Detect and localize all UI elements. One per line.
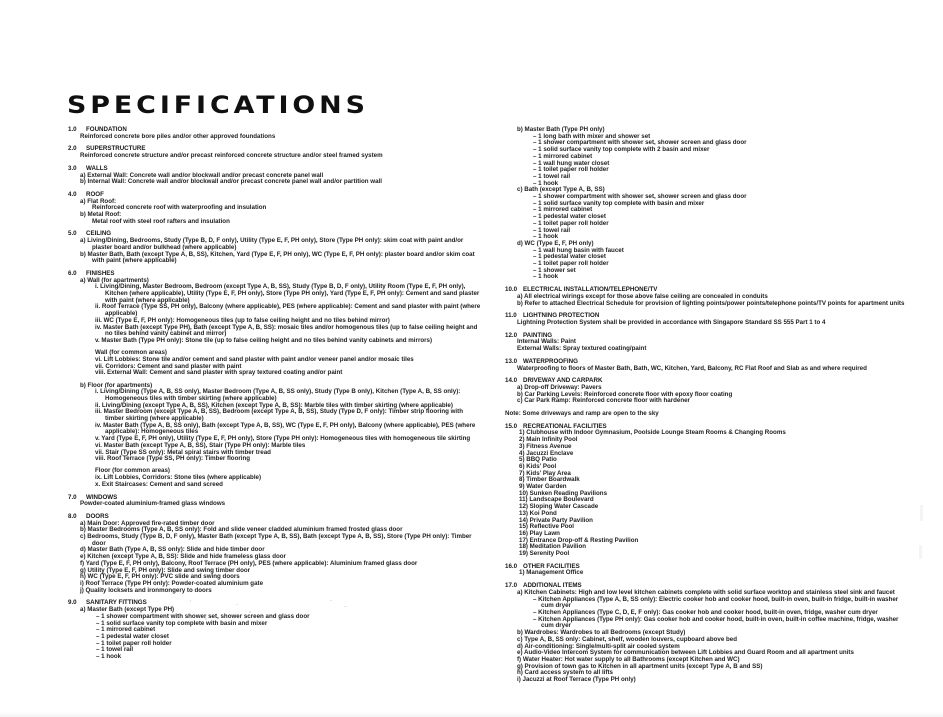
spec-line: e) Kitchen (except Type A, B, SS): Slide and hide frameless glass door (80, 553, 286, 561)
section-number: 4.0 (68, 190, 77, 198)
spec-section (505, 127, 907, 281)
spec-line: 10) Sunken Reading Pavilions (519, 489, 608, 497)
spec-line: a) Main Door: Approved fire-rated timber door (80, 519, 215, 527)
section-number: 1.0 (68, 126, 77, 133)
section-title: CEILING (86, 230, 112, 238)
spec-line: 19) Serenity Pool (519, 550, 570, 558)
scan-smudge (920, 505, 923, 521)
spec-line: 8) Timber Boardwalk (519, 476, 580, 484)
section-title: FOUNDATION (86, 126, 127, 133)
spec-line: a) External Wall: Concrete wall and/or blockwall and/or precast concrete panel wall (80, 171, 324, 179)
section-number: 17.0 (505, 582, 518, 590)
spec-line: v. Master Bath (Type PH only): Stone tile (up to false ceiling height and no tiles behind vanity cabinets and mirrors) (95, 336, 433, 344)
section-title: WALLS (86, 164, 108, 172)
spec-line: viii. Roof Terrace (Type SS, PH only): Timber flooring (95, 455, 251, 463)
spec-line: 7) Kids' Play Area (519, 469, 571, 477)
section-title: WATERPROOFING (523, 357, 578, 365)
spec-line: d) WC (Type E, F, PH only) (517, 239, 594, 247)
spec-line: iv. Master Bath (Type A, B, SS only), Bath (except Type A, B, SS), WC (Type E, F, PH only), Balcony (where applicable), PES (where applicable): Homogeneous tiles (95, 421, 476, 436)
section-number: 8.0 (68, 512, 77, 520)
spec-line: 11) Landscape Boulevard (519, 496, 594, 504)
section-title: DOORS (86, 512, 109, 520)
scan-noise (249, 611, 251, 613)
section-title: DRIVEWAY AND CARPARK (523, 377, 603, 385)
section-number: 14.0 (505, 377, 518, 385)
spec-line: – 1 hook (533, 233, 559, 241)
spec-line: a) All electrical wirings except for those above false ceiling are concealed in conduits (517, 292, 768, 300)
spec-line: – Kitchen Appliances (Type A, B, SS only): Electric cooker hob and cooker hood, built-in oven, built-in fridge, built-in washer cum dryer (533, 595, 899, 610)
spec-line: e) Audio-Video Intercom System for communication between Lift Lobbies and Guard Room and all apartment units (517, 649, 854, 657)
spec-line: – 1 mirrored cabinet (96, 626, 156, 634)
spec-line: – 1 hook (533, 179, 559, 187)
spec-line: a) Living/Dining, Bedrooms, Study (Type B, D, F only), Utility (Type E, F, PH only), Store (Type PH only): skim coat with paint and/or plaster board and/or bulkhead (where applicable) (80, 237, 464, 251)
spec-line: 3) Fitness Avenue (519, 442, 572, 450)
spec-line: – 1 shower set (533, 266, 576, 274)
spec-line: f) Yard (Type E, F, PH only), Balcony, Roof Terrace (PH only), PES (where applicable): Aluminium framed glass door (80, 559, 418, 567)
spec-line: iv. Master Bath (except Type PH), Bath (except Type A, B, SS): mosaic tiles and/or homogenous tiles (up to false ceiling height and no tiles behind vanity cabinet and mirror) (95, 323, 478, 338)
spec-line: – 1 solid surface vanity top complete with basin and mixer (533, 199, 705, 207)
spec-line: b) Wardrobes: Wardrobes to all Bedrooms (except Study) (517, 629, 686, 637)
spec-line: 14) Private Party Pavilion (519, 516, 593, 524)
section-number: 5.0 (68, 230, 77, 238)
spec-line: 1) Management Office (519, 569, 584, 577)
spec-section (68, 192, 482, 226)
spec-section (505, 583, 907, 684)
scan-noise (176, 614, 178, 615)
spec-line: – 1 towel rail (533, 172, 571, 180)
spec-line: vi. Master Bath (except Type A, B, SS), Stair (Type PH only): Marble tiles (95, 441, 306, 449)
spec-line: – 1 shower compartment with shower set, shower screen and glass door (533, 139, 747, 147)
spec-line: Wall (for common areas) (95, 349, 167, 357)
spec-line: c) Bath (except Type A, B, SS) (517, 186, 605, 194)
section-title: ROOF (86, 190, 104, 198)
spec-line: viii. External Wall: Cement and sand plaster with spray textured coating and/or paint (95, 369, 343, 377)
section-number: 15.0 (505, 422, 518, 430)
spec-section (505, 424, 907, 558)
scan-noise (330, 600, 332, 601)
spec-line: ix. Lift Lobbies, Corridors: Stone tiles (where applicable) (95, 474, 262, 482)
spec-section (68, 271, 482, 489)
spec-line: b) Master Bedrooms (Type A, B, SS only): Fold and slide veneer cladded aluminium framed frosted glass door (80, 526, 403, 534)
spec-line: g) Utility (Type E, F, PH only): Slide and swing timber door (80, 566, 251, 574)
spec-line: External Walls: Spray textured coating/paint (517, 345, 647, 353)
spec-section (68, 127, 482, 140)
spec-line: vii. Stair (Type SS only): Metal spiral stairs with timber tread (95, 448, 271, 456)
spec-line: x. Exit Staircases: Cement and sand screed (95, 480, 223, 488)
spec-line: – 1 mirrored cabinet (533, 152, 593, 160)
spec-line: g) Provision of town gas to Kitchen in all apartment units (except Type A, B and SS) (517, 662, 763, 670)
spec-line: ii. Roof Terrace (Type SS, PH only), Balcony (where applicable), PES (where applicable): Cement and sand plaster with paint (where applicable) (95, 303, 481, 318)
section-number: 10.0 (505, 286, 518, 294)
section-title: FINISHES (86, 269, 115, 277)
spec-section (505, 564, 907, 577)
spec-line: vi. Lift Lobbies: Stone tile and/or cement and sand plaster with paint and/or veneer panel and/or mosaic tiles (95, 355, 414, 363)
section-number: 3.0 (68, 164, 77, 172)
spec-line: c) Bedrooms, Study (Type B, D, F only), Master Bath (except Type A, B, SS), Bath (except Type A, B, SS), Store (Type PH only): Timber door (80, 533, 472, 547)
scan-noise (156, 622, 158, 623)
section-number: 6.0 (68, 269, 77, 277)
spec-section (68, 146, 482, 159)
section-title: SUPERSTRUCTURE (86, 145, 146, 153)
spec-line: a) Master Bath (except Type PH) (80, 606, 175, 614)
spec-line: a) Drop-off Driveway: Pavers (517, 383, 602, 391)
spec-line: 4) Jacuzzi Enclave (519, 449, 574, 457)
spec-line: Floor (for common areas) (95, 467, 170, 475)
spec-line: 6) Kids' Pool (519, 462, 557, 470)
spec-line: 13) Koi Pond (519, 509, 557, 517)
spec-line: – 1 wall hung basin with faucet (533, 246, 624, 254)
spec-section (505, 359, 907, 372)
spec-line: b) Refer to attached Electrical Schedule for provision of lighting points/power points/telephone points/TV points for apartment units (517, 299, 905, 307)
scan-edge-shadow (0, 712, 943, 717)
section-number: 2.0 (68, 145, 77, 153)
spec-line: b) Floor (for apartments) (80, 381, 153, 389)
spec-line: – 1 shower compartment with shower set, shower screen and glass door (533, 193, 747, 201)
spec-column-left (68, 127, 482, 667)
spec-line: 18) Meditation Pavilion (519, 543, 587, 551)
spec-line: – 1 long bath with mixer and shower set (533, 132, 651, 140)
spec-column-right (505, 127, 907, 690)
section-number: 7.0 (68, 493, 77, 501)
spec-line: a) Flat Roof: (80, 197, 117, 205)
spec-line: – 1 towel rail (96, 646, 134, 654)
spec-line: v. Yard (Type E, F, PH only), Utility (Type E, F, PH only), Store (Type PH only): Homogeneous tiles with homogeneous tile skirting (95, 435, 471, 443)
spec-line: – 1 mirrored cabinet (533, 206, 593, 214)
spec-line: – 1 pedestal water closet (96, 632, 169, 640)
section-title: ADDITIONAL ITEMS (523, 582, 582, 590)
scan-noise (344, 606, 347, 607)
spec-line: Metal roof with steel roof rafters and insulation (92, 217, 230, 225)
spec-line: f) Water Heater: Hot water supply to all Bathrooms (except Kitchen and WC) (517, 655, 740, 663)
spec-section (505, 411, 907, 418)
scan-noise (190, 600, 191, 602)
spec-line: – Kitchen Appliances (Type C, D, E, F only): Gas cooker hob and cooker hood, built-in oven, fridge, washer cum dryer (533, 609, 878, 616)
spec-line: i. Living/Dining (Type A, B, SS only), Master Bedroom (Type A, B, SS only), Study (Type B only), Kitchen (Type A, B, SS only): Homogeneous tiles with timber skirting (where applicable) (95, 388, 461, 402)
spec-section (68, 600, 482, 660)
spec-line: c) Type A, B, SS only: Cabinet, shelf, wooden louvers, cupboard above bed (517, 635, 738, 643)
spec-line: b) Master Bath, Bath (except Type A, B, SS), Kitchen, Yard (Type E, F, PH only), WC (Type E, F, PH only): plaster board and/or skim coat with paint (where applicable) (80, 250, 475, 265)
spec-line: d) Air-conditioning: Single/multi-split air cooled system (517, 642, 680, 650)
spec-line: iii. WC (Type E, F, PH only): Homogeneous tiles (up to false ceiling height and no tiles behind mirror) (95, 316, 390, 324)
spec-line: – 1 pedestal water closet (533, 253, 606, 261)
section-title: RECREATIONAL FACILITIES (523, 422, 607, 430)
section-number: 13.0 (505, 357, 518, 365)
spec-section (505, 333, 907, 353)
spec-section (68, 514, 482, 594)
spec-line: 12) Sloping Water Cascade (519, 503, 599, 511)
spec-line: j) Quality locksets and ironmongery to doors (80, 586, 212, 594)
spec-line: – 1 solid surface vanity top complete with 2 basin and mixer (533, 146, 710, 154)
spec-line: 2) Main Infinity Pool (519, 436, 578, 444)
spec-line: 1) Clubhouse with Indoor Gymnasium, Poolside Lounge Steam Rooms & Changing Rooms (519, 429, 786, 437)
spec-line: i. Living/Dining, Master Bedroom, Bedroom (except Type A, B, SS), Study (Type B, D, F only), Utility Room (Type E, F, PH only), Kitchen (where applicable), Utility (Type E, F, PH only), Store (Type PH only), Yard (Type E, F, PH only): Cement and sand plaster with paint (where applicable) (95, 283, 480, 304)
spec-line: – 1 shower compartment with shower set, shower screen and glass door (96, 612, 310, 620)
spec-line: – Kitchen Appliances (Type PH only): Gas cooker hob and cooker hood, built-in oven, built-in coffee machine, fridge, washer cum dryer (533, 615, 899, 630)
spec-line: iii. Master Bedroom (except Type A, B, SS), Bedroom (except Type A, B, SS), Study (Type D, F only): Timber strip flooring with timber skirting (where applicable) (95, 408, 463, 423)
section-title: LIGHTNING PROTECTION (523, 312, 600, 320)
spec-line: Waterproofing to floors of Master Bath, Bath, WC, Kitchen, Yard, Balcony, RC Flat Roof and Slab as and where required (517, 364, 867, 372)
section-heading (68, 192, 482, 199)
section-number: 16.0 (505, 562, 518, 570)
spec-line: 5) BBQ Patio (519, 456, 557, 464)
spec-line: i) Roof Terrace (Type PH only): Powder-coated aluminium gate (80, 579, 264, 587)
spec-line: h) Card access system to all lifts (517, 669, 613, 677)
scan-smudge (919, 545, 922, 559)
spec-line: 17) Entrance Drop-off & Resting Pavilion (519, 536, 639, 544)
spec-line: 9) Water Garden (519, 483, 567, 491)
section-number: 9.0 (68, 599, 77, 607)
spec-line: – 1 hook (533, 273, 559, 281)
spec-line: b) Master Bath (Type PH only) (517, 126, 605, 133)
section-number: 12.0 (505, 331, 518, 339)
spec-line: Reinforced concrete structure and/or precast reinforced concrete structure and/or steel framed system (80, 152, 383, 160)
scan-noise (236, 604, 238, 605)
spec-line: Reinforced concrete bore piles and/or other approved foundations (80, 132, 276, 140)
section-number: 11.0 (505, 312, 517, 320)
spec-line: – 1 pedestal water closet (533, 213, 606, 221)
spec-section (68, 495, 482, 508)
spec-line: 16) Play Lawn (519, 529, 560, 537)
section-title: ELECTRICAL INSTALLATION/TELEPHONE/TV (523, 286, 658, 294)
spec-line: d) Master Bath (Type A, B, SS only): Slide and hide timber door (80, 546, 265, 554)
spec-line: Lightning Protection System shall be provided in accordance with Singapore Standard SS 555 Part 1 to 4 (517, 318, 826, 326)
page-title: SPECIFICATIONS (67, 91, 369, 119)
spec-line: ii. Living/Dining (except Type A, B, SS), Kitchen (except Type A, B, SS): Marble tiles with timber skirting (where applicable) (95, 401, 453, 409)
spec-line: – 1 towel rail (533, 226, 571, 234)
section-title: WINDOWS (86, 493, 118, 501)
spec-line: Internal Walls: Paint (517, 338, 576, 346)
spec-section (505, 378, 907, 405)
scan-noise (166, 606, 168, 608)
spec-line: a) Kitchen Cabinets: High and low level kitchen cabinets complete with solid surface worktop and stainless steel sink and faucet (517, 588, 895, 596)
spec-line: 15) Reflective Pool (519, 523, 575, 531)
spec-line: Reinforced concrete roof with waterproofing and insulation (92, 204, 267, 212)
spec-section (505, 313, 907, 326)
spec-line: – 1 hook (96, 653, 122, 661)
spec-section (505, 287, 907, 307)
section-title: SANITARY FITTINGS (86, 599, 147, 607)
spec-line: c) Car Park Ramp: Reinforced concrete floor with hardener (517, 397, 690, 405)
spec-line: b) Metal Roof: (80, 211, 122, 219)
spec-line: – 1 wall hung water closet (533, 159, 610, 167)
spec-line: – 1 toilet paper roll holder (96, 639, 172, 647)
spec-line: – 1 toilet paper roll holder (533, 166, 609, 174)
spec-line: – 1 toilet paper roll holder (533, 219, 609, 227)
spec-section (68, 166, 482, 186)
spec-line: b) Internal Wall: Concrete wall and/or blockwall and/or precast concrete panel wall and/or partition wall (80, 178, 382, 186)
spec-line: – 1 solid surface vanity top complete with basin and mixer (96, 619, 268, 627)
spec-line: a) Wall (for apartments) (80, 276, 149, 284)
spec-line: Powder-coated aluminium-framed glass windows (80, 500, 226, 508)
spec-line: i) Jacuzzi at Roof Terrace (Type PH only) (517, 676, 636, 684)
scan-noise (205, 618, 207, 620)
spec-line: b) Car Parking Levels: Reinforced concrete floor with epoxy floor coating (517, 390, 733, 398)
spec-line: h) WC (Type E, F, PH only): PVC slide and swing doors (80, 573, 240, 581)
spec-section (68, 231, 482, 265)
section-title: OTHER FACILITIES (523, 562, 580, 570)
section-title: PAINTING (523, 331, 553, 339)
spec-line: – 1 toilet paper roll holder (533, 260, 609, 268)
spec-line: vii. Corridors: Cement and sand plaster with paint (95, 362, 242, 370)
spec-line: Note: Some driveways and ramp are open to the sky (505, 410, 659, 418)
